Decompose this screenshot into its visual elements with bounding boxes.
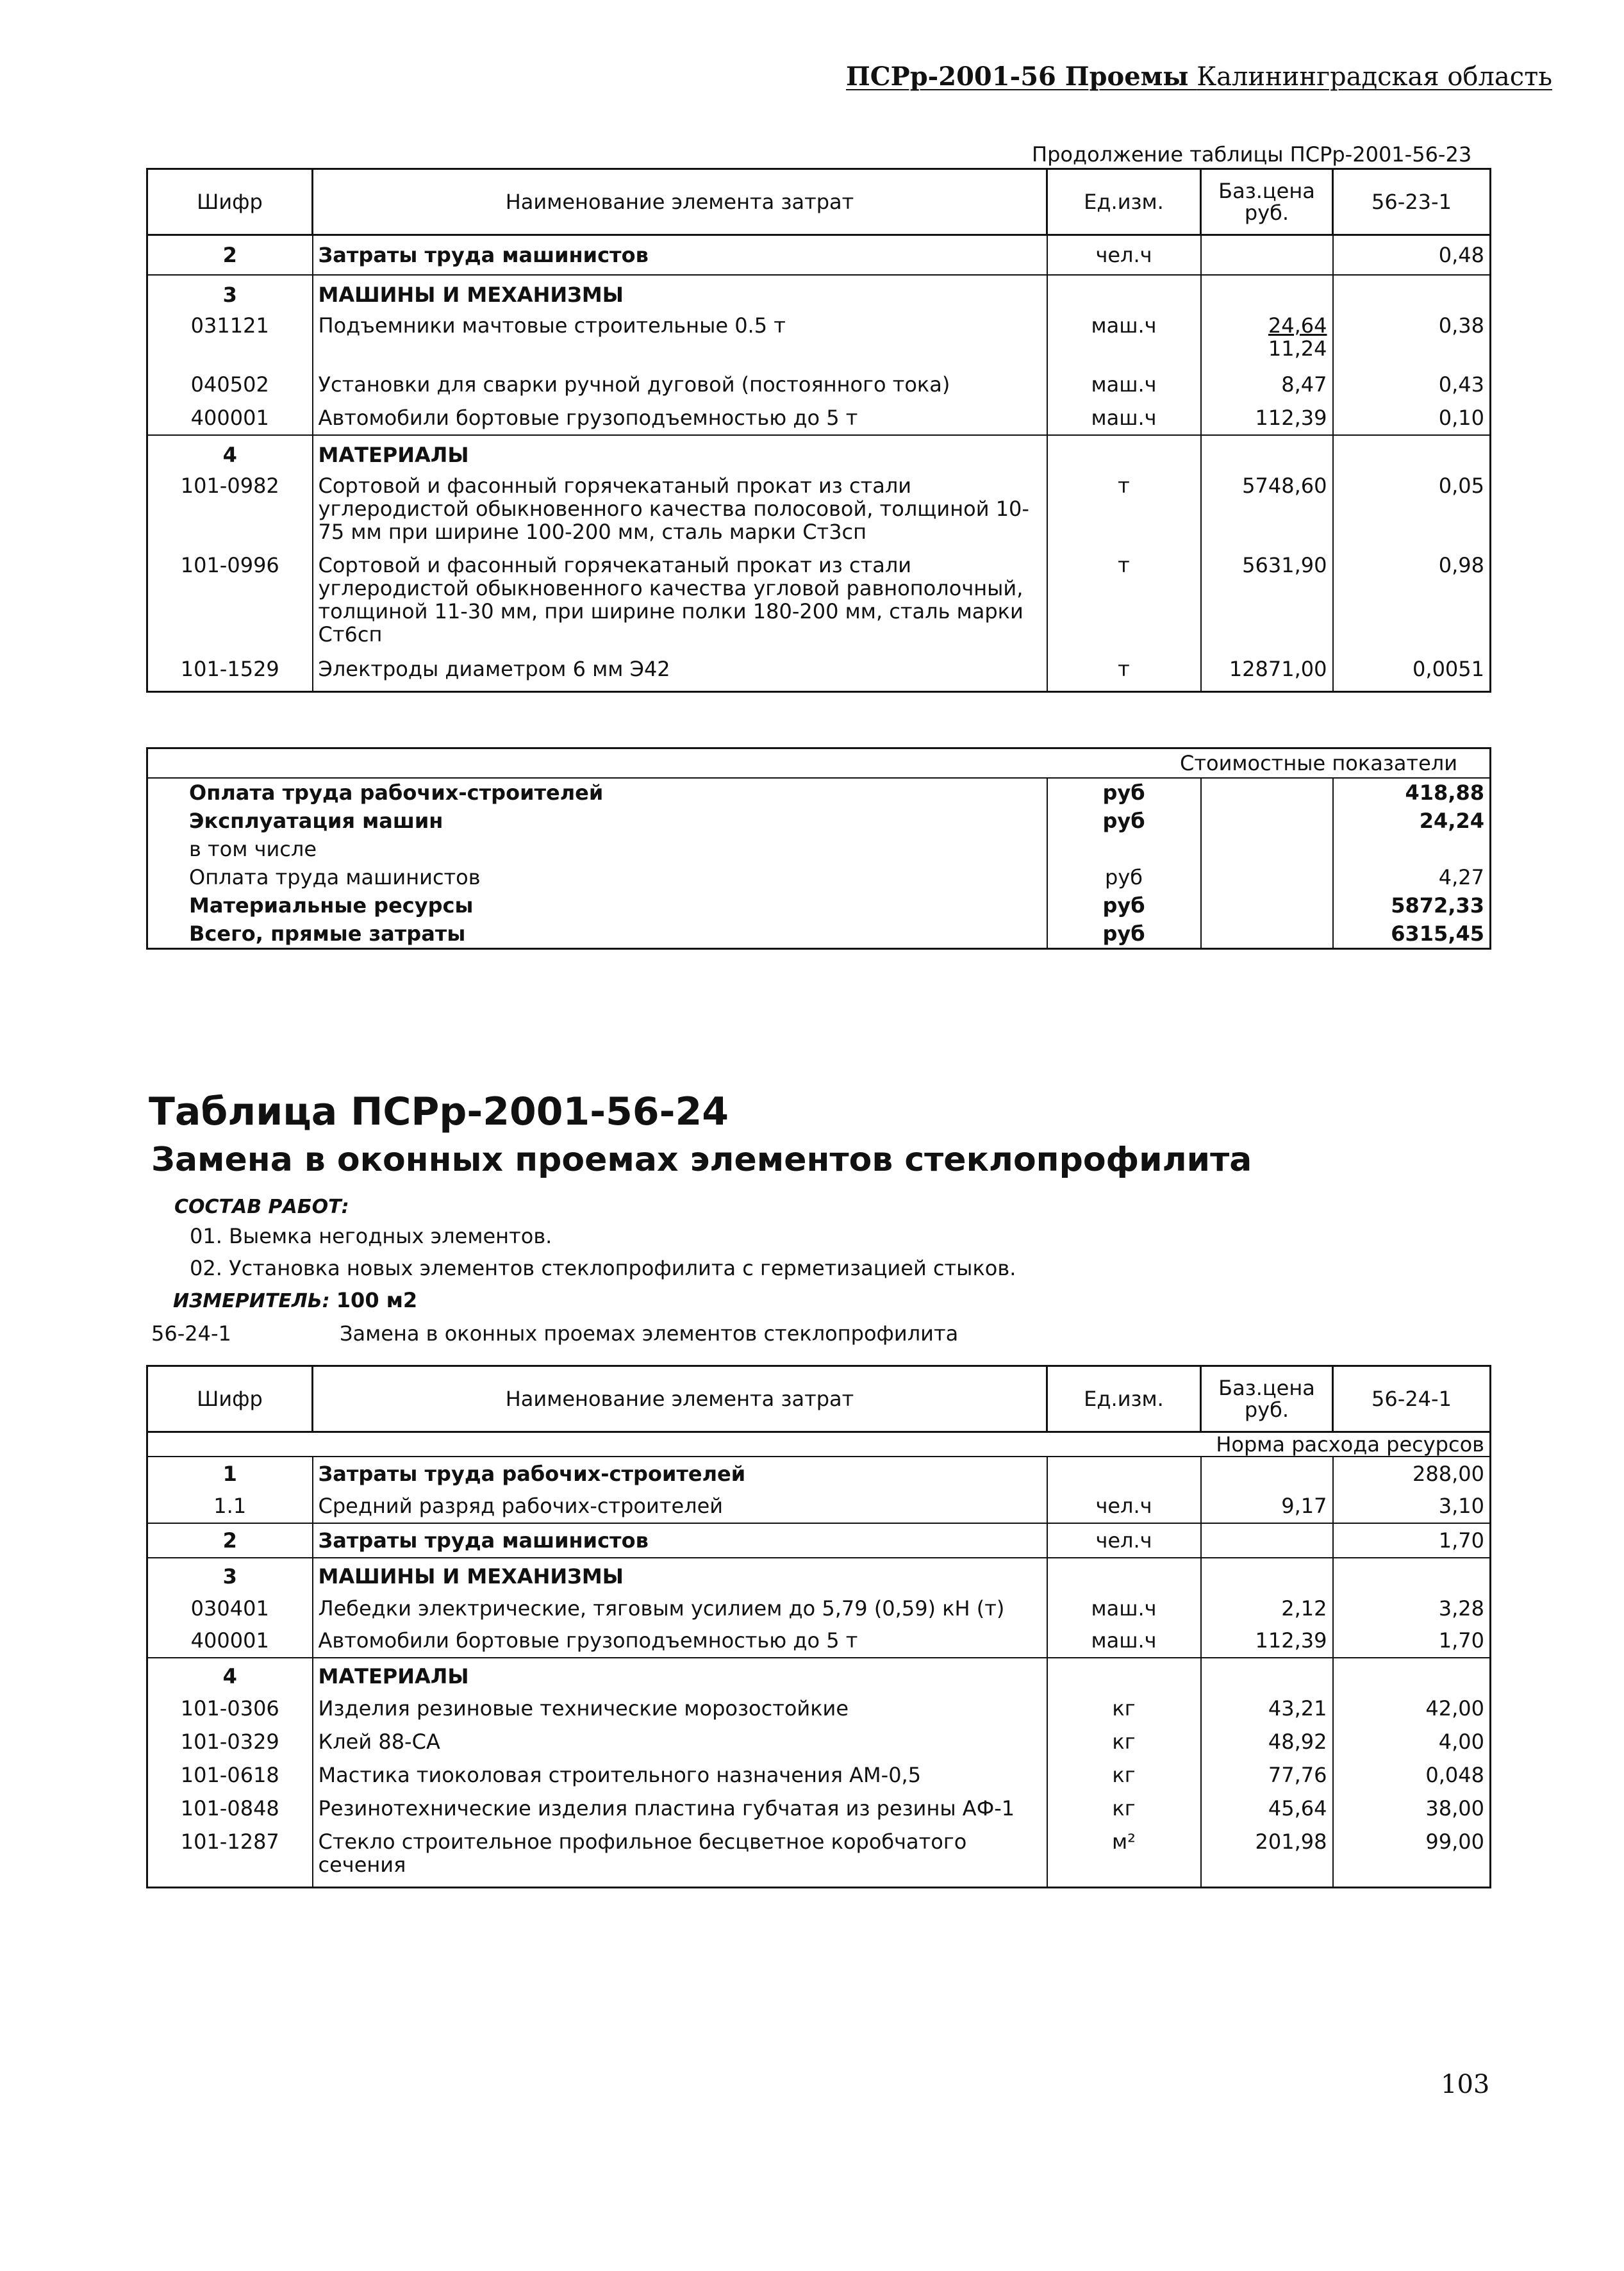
cell-name: МАТЕРИАЛЫ (313, 435, 1047, 470)
cell-value: 3,10 (1333, 1489, 1491, 1523)
table-23 (146, 168, 1491, 693)
table-24-header-row (147, 1366, 1491, 1432)
cell-name: Лебедки электрические, тяговым усилием до 5,79 (0,59) кН (т) (313, 1592, 1047, 1624)
cell-price: 45,64 (1201, 1792, 1333, 1825)
cell-name: Клей 88-СА (313, 1725, 1047, 1758)
cell-price-value: 24,64 (1268, 313, 1327, 338)
cell-unit (1047, 1457, 1201, 1489)
totals-unit: руб (1047, 778, 1201, 807)
cell-price (1201, 1457, 1333, 1489)
cell-value (1333, 1658, 1491, 1692)
totals-price-empty (1201, 835, 1333, 863)
table-row (147, 1457, 1491, 1489)
table-row (147, 470, 1491, 549)
cell-unit: чел.ч (1047, 1489, 1201, 1523)
table-row (147, 651, 1491, 692)
cell-unit (1047, 275, 1201, 310)
cell-code: 101-0618 (147, 1758, 313, 1792)
cell-code: 2 (147, 1523, 313, 1558)
cell-name: Изделия резиновые технические морозостойкие (313, 1692, 1047, 1725)
cell-name: Затраты труда машинистов (313, 235, 1047, 276)
running-header-region: Калининградская область (1197, 62, 1553, 92)
cell-value: 288,00 (1333, 1457, 1491, 1489)
cell-name: МАТЕРИАЛЫ (313, 1658, 1047, 1692)
cell-value: 0,38 (1333, 310, 1491, 368)
cell-name: Автомобили бортовые грузоподъемностью до 5 т (313, 1624, 1047, 1658)
totals-price-empty (1201, 891, 1333, 920)
cell-code: 101-1529 (147, 651, 313, 692)
cell-unit: чел.ч (1047, 235, 1201, 276)
cell-price: 9,17 (1201, 1489, 1333, 1523)
cell-name: Подъемники мачтовые строительные 0.5 т (313, 310, 1047, 368)
page-number: 103 (1441, 2070, 1490, 2099)
table-row (147, 1758, 1491, 1792)
norm-caption-row (147, 1432, 1491, 1457)
cell-unit: маш.ч (1047, 310, 1201, 368)
cell-price (1201, 310, 1333, 368)
table-row (147, 1624, 1491, 1658)
cell-name: МАШИНЫ И МЕХАНИЗМЫ (313, 1558, 1047, 1592)
totals-value: 6315,45 (1333, 920, 1491, 949)
table-24-title: Таблица ПСРр-2001-56-24 (149, 1089, 729, 1134)
cell-name: Затраты труда рабочих-строителей (313, 1457, 1047, 1489)
cell-value: 0,48 (1333, 235, 1491, 276)
cell-name: Затраты труда машинистов (313, 1523, 1047, 1558)
cell-unit: кг (1047, 1792, 1201, 1825)
cell-value: 99,00 (1333, 1825, 1491, 1888)
cell-value: 0,05 (1333, 470, 1491, 549)
table-row (147, 1558, 1491, 1592)
cell-price-secondary: 11,24 (1268, 336, 1327, 361)
cell-unit: маш.ч (1047, 401, 1201, 435)
cell-price-value: 5748,60 (1242, 474, 1327, 498)
cell-price (1201, 651, 1333, 692)
cell-code: 101-0848 (147, 1792, 313, 1825)
table-23-header-row (147, 169, 1491, 235)
col-header-code: Шифр (147, 169, 313, 235)
cell-unit: кг (1047, 1692, 1201, 1725)
totals-row (147, 778, 1491, 807)
totals-price-empty (1201, 863, 1333, 891)
totals-label: Оплата труда рабочих-строителей (147, 778, 1047, 807)
cell-name: Стекло строительное профильное бесцветное коробчатого сечения (313, 1825, 1047, 1888)
totals-row (147, 891, 1491, 920)
table-row (147, 1725, 1491, 1758)
table-row (147, 368, 1491, 401)
cell-name: Сортовой и фасонный горячекатаный прокат из стали углеродистой обыкновенного качества полосовой, толщиной 10-75 мм при ширине 100-200 мм, сталь марки Ст3сп (313, 470, 1047, 549)
meter-value: 100 м2 (336, 1288, 418, 1312)
running-header (846, 62, 1553, 92)
cell-price: 48,92 (1201, 1725, 1333, 1758)
cell-code: 101-0996 (147, 549, 313, 651)
work-item-2: 02. Установка новых элементов стеклопрофилита с герметизацией стыков. (190, 1256, 1016, 1280)
cell-value (1333, 435, 1491, 470)
cell-code: 030401 (147, 1592, 313, 1624)
col-header-price: Баз.цена руб. (1201, 1366, 1333, 1432)
cell-price-value: 5631,90 (1242, 553, 1327, 577)
totals-caption-row (147, 748, 1491, 779)
cell-code: 1.1 (147, 1489, 313, 1523)
work-composition-heading: СОСТАВ РАБОТ: (174, 1196, 349, 1218)
cell-price-value: 8,47 (1281, 372, 1327, 397)
totals-price-empty (1201, 807, 1333, 835)
cell-price (1201, 235, 1333, 276)
col-header-price: Баз.цена руб. (1201, 169, 1333, 235)
cell-price (1201, 275, 1333, 310)
totals-label: в том числе (147, 835, 1047, 863)
cell-value: 3,28 (1333, 1592, 1491, 1624)
cell-value: 0,98 (1333, 549, 1491, 651)
cell-price (1201, 435, 1333, 470)
totals-label: Оплата труда машинистов (147, 863, 1047, 891)
table23-continuation-caption: Продолжение таблицы ПСРр-2001-56-23 (1032, 142, 1472, 167)
totals-label: Эксплуатация машин (147, 807, 1047, 835)
cell-value: 38,00 (1333, 1792, 1491, 1825)
spec-code: 56-24-1 (151, 1321, 231, 1346)
cell-unit: маш.ч (1047, 368, 1201, 401)
totals-value: 4,27 (1333, 863, 1491, 891)
cell-unit: маш.ч (1047, 1592, 1201, 1624)
cell-unit: т (1047, 470, 1201, 549)
cell-unit: маш.ч (1047, 1624, 1201, 1658)
cell-name: Средний разряд рабочих-строителей (313, 1489, 1047, 1523)
totals-value: 418,88 (1333, 778, 1491, 807)
cell-price: 201,98 (1201, 1825, 1333, 1888)
cell-price-value: 112,39 (1255, 406, 1327, 430)
cell-price: 43,21 (1201, 1692, 1333, 1725)
cell-name: Резинотехнические изделия пластина губчатая из резины АФ-1 (313, 1792, 1047, 1825)
table-24-subtitle: Замена в оконных проемах элементов стеклопрофилита (151, 1141, 1252, 1179)
cell-code: 031121 (147, 310, 313, 368)
col-header-unit: Ед.изм. (1047, 1366, 1201, 1432)
table-row (147, 1489, 1491, 1523)
cell-unit: кг (1047, 1725, 1201, 1758)
col-header-code: Шифр (147, 1366, 313, 1432)
cell-name: Сортовой и фасонный горячекатаный прокат из стали углеродистой обыкновенного качества угловой равнополочный, толщиной 11-30 мм, при ширине полки 180-200 мм, сталь марки Ст6сп (313, 549, 1047, 651)
table-row (147, 1523, 1491, 1558)
table-row (147, 1825, 1491, 1888)
cell-value: 0,10 (1333, 401, 1491, 435)
cell-value (1333, 1558, 1491, 1592)
cell-price: 112,39 (1201, 1624, 1333, 1658)
cell-price (1201, 1523, 1333, 1558)
table-24 (146, 1365, 1491, 1888)
cell-unit: м² (1047, 1825, 1201, 1888)
table-row (147, 1692, 1491, 1725)
meter-line (173, 1288, 417, 1312)
col-header-unit: Ед.изм. (1047, 169, 1201, 235)
totals-unit (1047, 835, 1201, 863)
totals-label: Всего, прямые затраты (147, 920, 1047, 949)
totals-row (147, 835, 1491, 863)
totals-unit: руб (1047, 807, 1201, 835)
cell-unit: т (1047, 549, 1201, 651)
totals-row (147, 920, 1491, 949)
totals-price-empty (1201, 920, 1333, 949)
totals-price-empty (1201, 778, 1333, 807)
cell-name: Установки для сварки ручной дуговой (постоянного тока) (313, 368, 1047, 401)
table-row (147, 1658, 1491, 1692)
cell-value: 1,70 (1333, 1523, 1491, 1558)
cell-value: 0,43 (1333, 368, 1491, 401)
cell-value (1333, 275, 1491, 310)
cell-code: 101-0306 (147, 1692, 313, 1725)
meter-label: ИЗМЕРИТЕЛЬ: (173, 1290, 330, 1312)
cell-price-value: 12871,00 (1229, 657, 1327, 681)
cell-unit (1047, 1558, 1201, 1592)
table-row (147, 401, 1491, 435)
col-header-value: 56-24-1 (1333, 1366, 1491, 1432)
cell-name: Электроды диаметром 6 мм Э42 (313, 651, 1047, 692)
cell-name: Мастика тиоколовая строительного назначения АМ-0,5 (313, 1758, 1047, 1792)
cell-price (1201, 368, 1333, 401)
totals-value (1333, 835, 1491, 863)
cell-code: 2 (147, 235, 313, 276)
cell-unit: т (1047, 651, 1201, 692)
table-row (147, 435, 1491, 470)
col-header-value: 56-23-1 (1333, 169, 1491, 235)
totals-label: Материальные ресурсы (147, 891, 1047, 920)
cell-value: 42,00 (1333, 1692, 1491, 1725)
cell-value: 4,00 (1333, 1725, 1491, 1758)
cell-code: 1 (147, 1457, 313, 1489)
cell-code: 101-0329 (147, 1725, 313, 1758)
table-row (147, 235, 1491, 276)
norm-caption: Норма расхода ресурсов (147, 1432, 1491, 1457)
totals-unit: руб (1047, 920, 1201, 949)
table-row (147, 310, 1491, 368)
cell-code: 3 (147, 275, 313, 310)
totals-unit: руб (1047, 891, 1201, 920)
totals-row (147, 807, 1491, 835)
table-row (147, 1592, 1491, 1624)
cell-name: Автомобили бортовые грузоподъемностью до 5 т (313, 401, 1047, 435)
cell-value: 0,0051 (1333, 651, 1491, 692)
cell-value: 1,70 (1333, 1624, 1491, 1658)
running-header-code: ПСРр-2001-56 Проемы (846, 62, 1189, 92)
table-row (147, 549, 1491, 651)
totals-value: 24,24 (1333, 807, 1491, 835)
cell-price (1201, 549, 1333, 651)
cell-unit: чел.ч (1047, 1523, 1201, 1558)
totals-value: 5872,33 (1333, 891, 1491, 920)
work-item-1: 01. Выемка негодных элементов. (190, 1224, 552, 1248)
cell-code: 3 (147, 1558, 313, 1592)
cell-code: 101-0982 (147, 470, 313, 549)
cell-code: 101-1287 (147, 1825, 313, 1888)
col-header-name: Наименование элемента затрат (313, 169, 1047, 235)
totals-caption: Стоимостные показатели (147, 748, 1491, 779)
cell-name: МАШИНЫ И МЕХАНИЗМЫ (313, 275, 1047, 310)
cell-unit: кг (1047, 1758, 1201, 1792)
cell-price (1201, 401, 1333, 435)
table-row (147, 275, 1491, 310)
cell-code: 400001 (147, 1624, 313, 1658)
totals-row (147, 863, 1491, 891)
cell-unit (1047, 1658, 1201, 1692)
spec-name: Замена в оконных проемах элементов стеклопрофилита (340, 1321, 959, 1346)
cell-price (1201, 1658, 1333, 1692)
table-row (147, 1792, 1491, 1825)
cell-price (1201, 470, 1333, 549)
cell-unit (1047, 435, 1201, 470)
cell-price (1201, 1558, 1333, 1592)
cell-price: 77,76 (1201, 1758, 1333, 1792)
cell-code: 4 (147, 435, 313, 470)
table-23-totals (146, 747, 1491, 950)
cell-price: 2,12 (1201, 1592, 1333, 1624)
cell-code: 040502 (147, 368, 313, 401)
cell-code: 4 (147, 1658, 313, 1692)
cell-value: 0,048 (1333, 1758, 1491, 1792)
totals-unit: руб (1047, 863, 1201, 891)
cell-code: 400001 (147, 401, 313, 435)
col-header-name: Наименование элемента затрат (313, 1366, 1047, 1432)
